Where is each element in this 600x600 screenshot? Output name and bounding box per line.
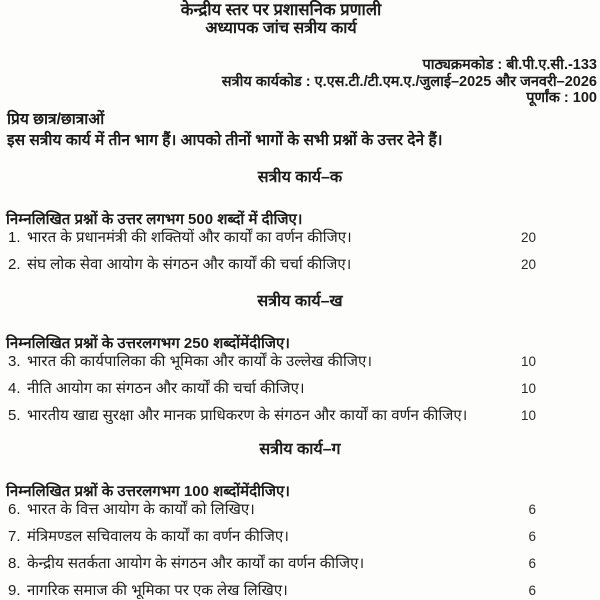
document-title: केन्द्रीय स्तर पर प्रशासनिक प्रणाली [180,1,382,19]
question-number: 6. [8,500,21,518]
question-marks: 20 [520,256,536,272]
question-text: संघ लोक सेवा आयोग के संगठन और कार्यों की चर्चा कीजिए। [27,255,352,273]
max-marks-line: पूर्णांक : 100 [526,90,597,106]
question-row-5 [0,407,600,424]
question-number: 2. [8,255,21,273]
question-marks: 10 [520,380,536,396]
question-text: केन्द्रीय सतर्कता आयोग के संगठन और कार्यों का वर्णन कीजिए। [27,554,365,572]
question-number: 7. [8,527,21,545]
section-a-instruction: निम्नलिखित प्रश्नों के उत्तर लगभग 500 शब्दों में दीजिए। [6,210,303,228]
question-marks: 6 [528,582,536,598]
question-row-6 [0,501,600,518]
question-text: भारत के प्रधानमंत्री की शक्तियों और कार्यों का वर्णन कीजिए। [27,228,352,246]
question-marks: 20 [520,229,536,245]
salutation: प्रिय छात्र/छात्राओं [7,110,105,128]
intro-note: इस सत्रीय कार्य में तीन भाग हैं। आपको तीनों भागों के सभी प्रश्नों के उत्तर देने हैं। [7,131,443,149]
document-header [0,2,562,38]
question-marks: 6 [528,555,536,571]
course-meta-block [0,57,600,107]
question-marks: 10 [520,353,536,369]
question-number: 1. [8,228,21,246]
question-text: नागरिक समाज की भूमिका पर एक लेख लिखिए। [27,581,288,599]
question-text: नीति आयोग का संगठन और कार्यों की चर्चा कीजिए। [27,379,305,397]
section-a-heading: सत्रीय कार्य–क [257,168,343,186]
question-row-9 [0,582,600,599]
question-marks: 6 [528,528,536,544]
section-c-instruction: निम्नलिखित प्रश्नों के उत्तरलगभग 100 शब्दोंमेंदीजिए। [6,482,290,500]
question-row-2 [0,256,600,273]
question-row-3 [0,353,600,370]
question-number: 3. [8,352,21,370]
question-marks: 6 [528,501,536,517]
question-row-7 [0,528,600,545]
question-row-1 [0,229,600,246]
question-row-4 [0,380,600,397]
document-subtitle: अध्यापक जांच सत्रीय कार्य [205,20,357,37]
section-b-heading: सत्रीय कार्य–ख [257,292,343,310]
question-text: भारत के वित्त आयोग के कार्यों को लिखिए। [27,500,255,518]
question-text: मंत्रिमण्डल सचिवालय के कार्यों का वर्णन कीजिए। [27,527,289,545]
question-text: भारत की कार्यपालिका की भूमिका और कार्यों के उल्लेख कीजिए। [27,352,373,370]
question-text: भारतीय खाद्य सुरक्षा और मानक प्राधिकरण के संगठन और कार्यों का वर्णन कीजिए। [27,406,468,424]
intro-block [0,111,600,151]
question-number: 8. [8,554,21,572]
section-c-heading: सत्रीय कार्य–ग [259,440,341,458]
assignment-code-line: सत्रीय कार्यकोड : ए.एस.टी./टी.एम.ए./जुलाई–2025 और जनवरी–2026 [221,73,597,90]
question-number: 4. [8,379,21,397]
course-code-line: पाठ्यक्रमकोड : बी.पी.ए.सी.-133 [422,57,597,73]
question-number: 5. [8,406,21,424]
question-row-8 [0,555,600,572]
question-marks: 10 [520,407,536,423]
question-number: 9. [8,581,21,599]
section-b-instruction: निम्नलिखित प्रश्नों के उत्तरलगभग 250 शब्दोंमेंदीजिए। [6,334,290,352]
